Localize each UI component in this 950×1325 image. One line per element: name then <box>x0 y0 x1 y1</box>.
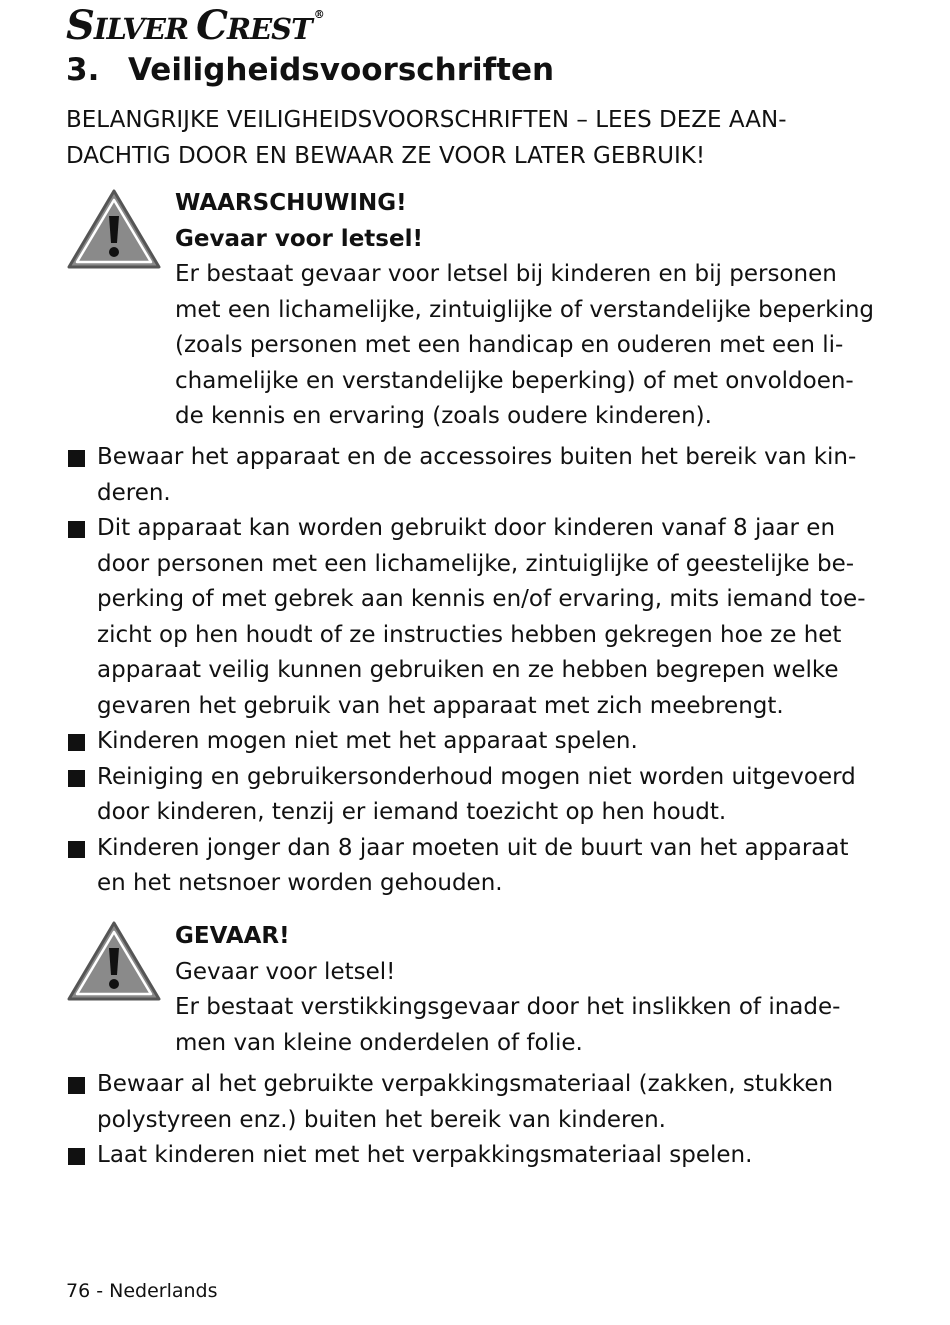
list-item-line: Kinderen jonger dan 8 jaar moeten uit de buurt van het apparaat <box>97 834 849 861</box>
bullet-list-2 <box>66 1067 886 1174</box>
warning-text-line: (zoals personen met een handicap en ouderen met een li- <box>175 332 844 358</box>
list-item-line: door personen met een lichamelijke, zintuiglijke of geestelijke be- <box>97 550 855 577</box>
list-item <box>66 724 886 760</box>
registered-mark: ® <box>313 8 324 21</box>
warning-subtitle: Gevaar voor letsel! <box>175 225 423 252</box>
intro-line: BELANGRIJKE VEILIGHEIDSVOORSCHRIFTEN – LEES DEZE AAN- <box>66 107 787 133</box>
list-item-line: Dit apparaat kan worden gebruikt door kinderen vanaf 8 jaar en <box>97 515 836 541</box>
section-heading <box>66 52 554 88</box>
square-bullet-icon <box>68 770 85 787</box>
list-item <box>66 511 886 724</box>
intro-line: DACHTIG DOOR EN BEWAAR ZE VOOR LATER GEBRUIK! <box>66 143 706 169</box>
warning-triangle-icon <box>66 920 162 1002</box>
list-item-line: Bewaar al het gebruikte verpakkingsmateriaal (zakken, stukken <box>97 1071 834 1097</box>
list-item-line: perking of met gebrek aan kennis en/of ervaring, mits iemand toe- <box>97 586 866 612</box>
square-bullet-icon <box>68 734 85 751</box>
list-item-line: zicht op hen houdt of ze instructies hebben gekregen hoe ze het <box>97 621 842 648</box>
list-item <box>66 831 886 902</box>
warning-title: GEVAAR! <box>175 923 290 949</box>
warning-text-line: men van kleine onderdelen of folie. <box>175 1029 583 1056</box>
square-bullet-icon <box>68 521 85 538</box>
square-bullet-icon <box>68 1077 85 1094</box>
list-item-line: Kinderen mogen niet met het apparaat spelen. <box>97 728 638 754</box>
warning-text-line: Er bestaat gevaar voor letsel bij kinderen en bij personen <box>175 261 837 287</box>
warning-text-line: met een lichamelijke, zintuiglijke of verstandelijke beperking <box>175 296 875 323</box>
list-item-line: deren. <box>97 479 171 506</box>
section-title: Veiligheidsvoorschriften <box>128 52 555 88</box>
warning-text-line: Er bestaat verstikkingsgevaar door het inslikken of inade- <box>175 994 841 1020</box>
bullet-list-1 <box>66 440 886 902</box>
warning-block-1 <box>175 186 875 435</box>
square-bullet-icon <box>68 450 85 467</box>
list-item-line: Laat kinderen niet met het verpakkingsmateriaal spelen. <box>97 1142 753 1168</box>
list-item <box>66 1138 886 1174</box>
warning-block-2 <box>175 919 875 1061</box>
warning-triangle-icon <box>66 188 162 270</box>
section-number: 3. <box>66 52 100 88</box>
warning-text-line: de kennis en ervaring (zoals oudere kinderen). <box>175 403 712 429</box>
list-item-line: en het netsnoer worden gehouden. <box>97 870 503 896</box>
list-item <box>66 760 886 831</box>
page-footer: 76 - Nederlands <box>66 1280 218 1302</box>
list-item <box>66 1067 886 1138</box>
list-item-line: door kinderen, tenzij er iemand toezicht op hen houdt. <box>97 799 727 825</box>
intro-text <box>66 102 866 174</box>
brand-logo: SILVER CREST ® <box>66 2 324 49</box>
list-item-line: gevaren het gebruik van het apparaat met zich meebrengt. <box>97 692 784 719</box>
square-bullet-icon <box>68 1148 85 1165</box>
list-item-line: apparaat veilig kunnen gebruiken en ze hebben begrepen welke <box>97 657 839 683</box>
list-item-line: Reiniging en gebruikersonderhoud mogen niet worden uitgevoerd <box>97 763 856 790</box>
list-item-line: Bewaar het apparaat en de accessoires buiten het bereik van kin- <box>97 444 857 470</box>
warning-title: WAARSCHUWING! <box>175 190 407 216</box>
warning-subtitle: Gevaar voor letsel! <box>175 958 396 985</box>
list-item <box>66 440 886 511</box>
list-item-line: polystyreen enz.) buiten het bereik van kinderen. <box>97 1106 666 1133</box>
square-bullet-icon <box>68 841 85 858</box>
warning-text-line: chamelijke en verstandelijke beperking) of met onvoldoen- <box>175 367 854 394</box>
